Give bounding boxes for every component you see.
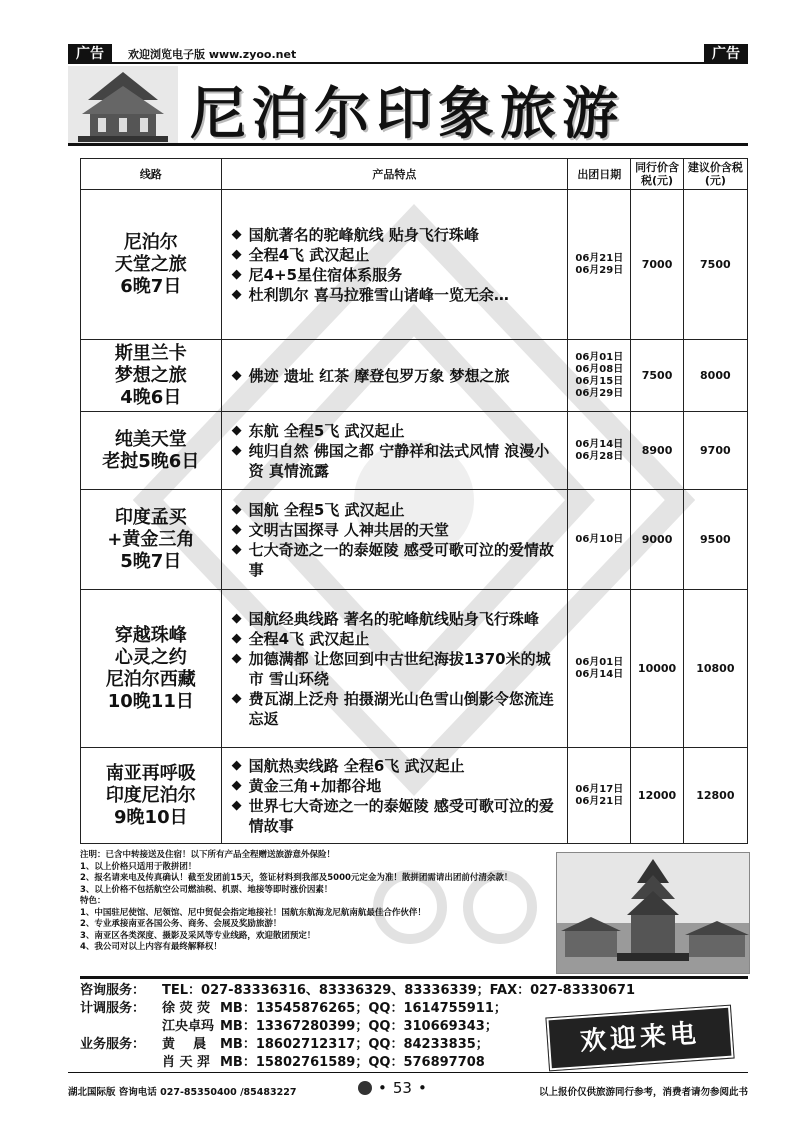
feature-text: 纯归自然 佛国之都 宁静祥和法式风情 浪漫小资 真情流露 [248, 441, 550, 480]
features-cell [221, 190, 568, 340]
page-number-box [358, 1079, 427, 1097]
departure-date: 06月17日 [575, 783, 624, 795]
route-line: 纯美天堂 [114, 428, 187, 450]
table-row [81, 748, 748, 844]
feature-text: 国航著名的驼峰航线 贴身飞行珠峰 [248, 225, 479, 244]
consult-value: TEL：027-83336316、83336329、83336339；FAX：027-83330671 [162, 983, 636, 998]
peer-price: 7500 [631, 340, 683, 412]
suggested-price: 9500 [683, 490, 747, 590]
route-line: 6晚7日 [120, 275, 182, 297]
suggested-price: 7500 [683, 190, 747, 340]
peer-price: 10000 [631, 590, 683, 748]
route-cell [81, 340, 222, 412]
planner-label: 计调服务： [80, 1001, 146, 1016]
departure-date: 06月21日 [575, 252, 624, 264]
date-cell [568, 590, 631, 748]
feature-text: 费瓦湖上泛舟 拍摄湖光山色雪山倒影令您流连忘返 [248, 689, 554, 728]
title-rule [68, 143, 748, 146]
date-cell [568, 340, 631, 412]
feature-text: 世界七大奇迹之一的泰姬陵 感受可歌可泣的爱情故事 [248, 796, 554, 835]
feature-text: 杜利凯尔 喜马拉雅雪山诸峰一览无余… [248, 285, 509, 304]
ad-tag-right: 广告 [704, 44, 748, 64]
footer-rule [68, 1072, 748, 1073]
header-route: 线路 [81, 159, 222, 190]
departure-date: 06月28日 [575, 450, 624, 462]
departure-date: 06月15日 [575, 375, 624, 387]
suggested-price: 9700 [683, 412, 747, 490]
suggested-price: 8000 [683, 340, 747, 412]
route-line: 南亚再呼吸 [105, 762, 196, 784]
feature-text: 国航 全程5飞 武汉起止 [248, 500, 405, 519]
note-line: 2、报名请来电及传真确认！截至发团前15天，签证材料到我部及5000元定金为准！散拼团需请出团前付清余款！ [80, 873, 513, 883]
route-line: 老挝5晚6日 [102, 450, 200, 472]
table-row [81, 340, 748, 412]
feature-text: 文明古国探寻 人神共居的天堂 [248, 520, 449, 539]
consult-label: 咨询服务： [80, 983, 146, 998]
contact-info: MB：13545876265；QQ：1614755911； [220, 1001, 507, 1016]
departure-date: 06月14日 [575, 438, 624, 450]
note-line: 3、南亚区各类深度、摄影及采风等专业线路，欢迎散团预定！ [80, 930, 316, 941]
welcome-text: 欢迎浏览电子版 www.zyoo.net [128, 48, 297, 61]
feature-text: 全程4飞 武汉起止 [248, 629, 370, 648]
footer-left-text: 湖北国际版 咨询电话 027-85350400 /85483227 [68, 1087, 297, 1098]
header-date: 出团日期 [568, 159, 631, 190]
route-line: 印度孟买 [114, 506, 187, 528]
diamond-bullet-icon: ◆ [231, 521, 242, 537]
note-line: 3、以上价格不包括航空公司燃油税、机票、地接等即时涨价因素！ [80, 884, 333, 895]
features-cell [221, 412, 568, 490]
suggested-price: 10800 [683, 590, 747, 748]
contact-rule [80, 976, 748, 979]
header-suggested-price: 建议价含税(元) [683, 159, 747, 190]
diamond-bullet-icon: ◆ [231, 226, 242, 242]
note-line: 特色： [80, 896, 106, 906]
route-line: 9晚10日 [114, 806, 188, 828]
diamond-bullet-icon: ◆ [231, 777, 242, 793]
route-cell [81, 412, 222, 490]
page-title: 尼泊尔印象旅游 [190, 81, 624, 147]
diamond-bullet-icon: ◆ [231, 442, 242, 458]
note-line: 2、专业承接南亚各国公务、商务、会展及奖励旅游！ [80, 919, 282, 929]
sales-label: 业务服务： [80, 1037, 146, 1052]
feature-text: 东航 全程5飞 武汉起止 [248, 421, 405, 440]
departure-date: 06月21日 [575, 795, 624, 807]
date-cell [568, 190, 631, 340]
peer-price: 9000 [631, 490, 683, 590]
diamond-bullet-icon: ◆ [231, 797, 242, 813]
table-row [81, 412, 748, 490]
feature-text: 加德满都 让您回到中古世纪海拔1370米的城市 雪山环绕 [248, 649, 551, 688]
route-cell [81, 590, 222, 748]
route-cell [81, 490, 222, 590]
diamond-bullet-icon: ◆ [231, 367, 242, 383]
contact-name: 徐 荧 荧 [162, 1001, 211, 1016]
feature-text: 佛迹 遗址 红茶 摩登包罗万象 梦想之旅 [248, 366, 510, 385]
page-badge-icon [358, 1081, 372, 1095]
route-line: 心灵之约 [114, 646, 187, 668]
peer-price: 8900 [631, 412, 683, 490]
feature-text: 国航热卖线路 全程6飞 武汉起止 [248, 756, 465, 775]
feature-text: 国航经典线路 著名的驼峰航线贴身飞行珠峰 [248, 609, 539, 628]
departure-date: 06月14日 [575, 668, 624, 680]
route-line: +黄金三角 [107, 528, 195, 550]
table-row [81, 590, 748, 748]
feature-text: 全程4飞 武汉起止 [248, 245, 370, 264]
route-line: 天堂之旅 [114, 253, 187, 275]
route-cell [81, 748, 222, 844]
page-number: 53 [392, 1079, 412, 1097]
note-line: 1、以上价格只适用于散拼团！ [80, 861, 197, 872]
route-line: 5晚7日 [120, 550, 182, 572]
peer-price: 7000 [631, 190, 683, 340]
route-line: 印度尼泊尔 [105, 784, 196, 806]
diamond-bullet-icon: ◆ [231, 422, 242, 438]
route-cell [81, 190, 222, 340]
route-line: 穿越珠峰 [114, 624, 187, 646]
features-cell [221, 590, 568, 748]
diamond-bullet-icon: ◆ [231, 610, 242, 626]
header-peer-price: 同行价含税(元) [631, 159, 683, 190]
departure-date: 06月01日 [575, 656, 624, 668]
departure-date: 06月29日 [575, 264, 624, 276]
diamond-bullet-icon: ◆ [231, 650, 242, 666]
welcome-call-stamp: 欢迎来电 [546, 1006, 733, 1071]
contact-info: MB：18602712317；QQ：84233835； [220, 1037, 489, 1052]
diamond-bullet-icon: ◆ [231, 266, 242, 282]
table-row [81, 190, 748, 340]
feature-text: 黄金三角+加都谷地 [248, 776, 382, 795]
peer-price: 12000 [631, 748, 683, 844]
temple-photo [556, 852, 750, 974]
consult-row [80, 982, 740, 1000]
diamond-bullet-icon: ◆ [231, 757, 242, 773]
route-line: 尼泊尔 [123, 231, 178, 253]
departure-date: 06月01日 [575, 351, 624, 363]
table-header-row [81, 159, 748, 190]
route-line: 尼泊尔西藏 [105, 668, 196, 690]
date-cell [568, 412, 631, 490]
date-cell [568, 490, 631, 590]
diamond-bullet-icon: ◆ [231, 541, 242, 557]
top-rule [68, 62, 748, 64]
departure-date: 06月29日 [575, 387, 624, 399]
tour-table [80, 158, 748, 844]
features-cell [221, 340, 568, 412]
route-line: 斯里兰卡 [114, 342, 187, 364]
route-line: 10晚11日 [107, 690, 194, 712]
date-cell [568, 748, 631, 844]
ad-tag-left: 广告 [68, 44, 112, 64]
contact-name: 江央卓玛 [162, 1019, 215, 1034]
features-cell [221, 748, 568, 844]
route-line: 4晚6日 [120, 386, 182, 408]
footer-right-text: 以上报价仅供旅游同行参考，消费者请勿参阅此书 [538, 1087, 748, 1098]
departure-date: 06月08日 [575, 363, 624, 375]
diamond-bullet-icon: ◆ [231, 286, 242, 302]
diamond-bullet-icon: ◆ [231, 630, 242, 646]
contact-name: 黄 晨 [162, 1037, 207, 1052]
notes-block [80, 850, 550, 954]
table-row [81, 490, 748, 590]
note-line: 1、中国驻尼使馆、尼领馆、尼中贸促会指定地接社！国航东航海龙尼航南航最佳合作伙伴！ [80, 907, 426, 918]
temple-illustration [68, 66, 178, 144]
header-features: 产品特点 [221, 159, 568, 190]
contact-info: MB：13367280399；QQ：310669343； [220, 1019, 498, 1034]
route-line: 梦想之旅 [114, 364, 187, 386]
diamond-bullet-icon: ◆ [231, 690, 242, 706]
departure-date: 06月10日 [575, 533, 624, 545]
suggested-price: 12800 [683, 748, 747, 844]
note-line: 注明：已含中转接送及住宿！以下所有产品全程赠送旅游意外保险！ [80, 850, 336, 860]
diamond-bullet-icon: ◆ [231, 501, 242, 517]
diamond-icon: • [417, 1079, 427, 1097]
diamond-icon: • [378, 1079, 387, 1097]
diamond-bullet-icon: ◆ [231, 246, 242, 262]
feature-text: 尼4+5星住宿体系服务 [248, 265, 403, 284]
features-cell [221, 490, 568, 590]
feature-text: 七大奇迹之一的泰姬陵 感受可歌可泣的爱情故事 [248, 540, 554, 579]
contact-name: 肖 天 羿 [162, 1055, 211, 1070]
note-line: 4、我公司对以上内容有最终解释权！ [80, 942, 222, 952]
contact-info: MB：15802761589；QQ：576897708 [220, 1055, 485, 1070]
